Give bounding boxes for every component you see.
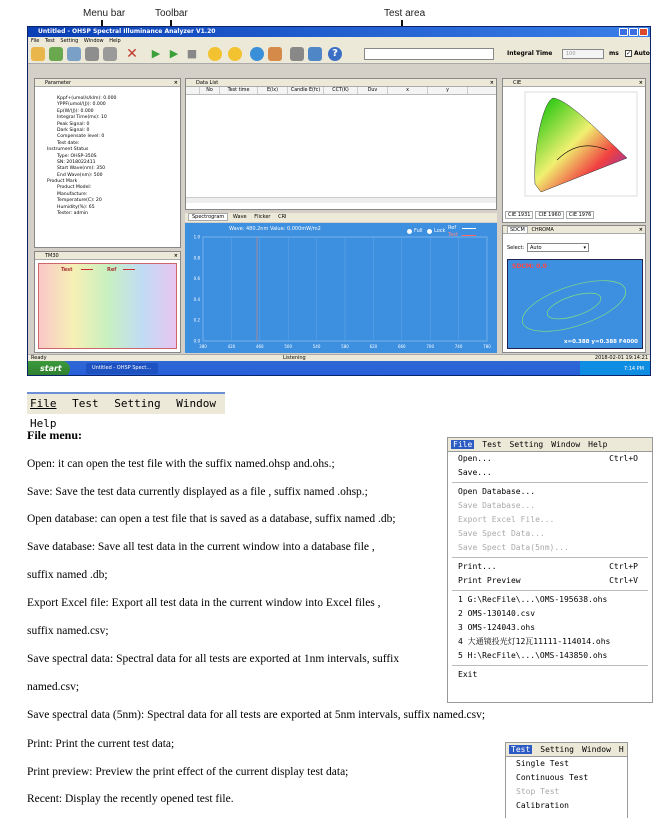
sdcm-ellipse <box>516 270 631 341</box>
tm30-legend-ref: Ref <box>107 267 117 273</box>
file-menu-paragraph: Save: Save the test data currently displayed as a file , suffix named .ohsp.; <box>27 486 368 498</box>
parameter-row: Product Mark <box>47 179 78 185</box>
status-center: Listening <box>283 355 306 361</box>
file-menu-item-label: Print... <box>458 562 497 571</box>
file-menu-item-label: 1 G:\RecFile\...\OMS-195638.ohs <box>458 595 608 604</box>
callout-test-area: Test area <box>384 8 426 19</box>
window-title: Untitled - OHSP Spectral Illuminance Analyzer V1.20 <box>38 28 216 35</box>
file-menu-item[interactable] <box>448 593 652 607</box>
delete-icon[interactable]: ✕ <box>126 46 138 62</box>
file-menu-paragraph: Open: it can open the test file with the suffix named.ohsp and.ohs.; <box>27 458 335 470</box>
data-list-column-header[interactable]: Test time <box>220 87 258 94</box>
spectro-x-tick: 380 <box>199 344 207 349</box>
file-menu-item[interactable] <box>448 485 652 499</box>
lock-label: Lock <box>434 228 446 234</box>
open-icon[interactable] <box>49 47 63 61</box>
callout-menu-bar: Menu bar <box>83 8 126 19</box>
data-list-column-header[interactable]: No <box>200 87 220 94</box>
file-menu-item[interactable] <box>448 607 652 621</box>
test-dropdown <box>505 742 628 818</box>
save-icon[interactable] <box>67 47 81 61</box>
tm30-panel <box>34 251 181 353</box>
parameter-panel <box>34 78 181 248</box>
full-label: Full <box>414 228 423 234</box>
data-list-header <box>186 87 496 95</box>
spectro-y-tick: 1.0 <box>193 234 200 240</box>
file-menu-item-label: Exit <box>458 670 478 679</box>
file-menu-item-label: 2 OMS-130140.csv <box>458 609 536 618</box>
file-dropdown-bar <box>448 438 652 452</box>
parameter-row: Compensate level: 0 <box>57 134 105 140</box>
file-menu-item-label: Save Spect Data... <box>458 529 545 538</box>
file-menu-item[interactable] <box>448 560 652 574</box>
sdcm-chart <box>507 259 643 349</box>
single-test-icon[interactable]: ▶ <box>151 47 161 60</box>
file-menu-paragraph: Open database: can open a test file that is saved as a database, suffix named .db; <box>27 513 396 525</box>
select-value: Auto <box>530 245 542 251</box>
file-menu-item <box>448 541 652 555</box>
parameter-row: Integral Time(ms): 10 <box>57 115 107 121</box>
data-list-column-header[interactable]: Duv <box>358 87 388 94</box>
test-menu-item[interactable]: Single Test <box>516 759 569 768</box>
menu-file[interactable]: File <box>31 38 40 44</box>
start-button[interactable] <box>28 361 70 376</box>
refresh-icon[interactable] <box>250 47 264 61</box>
menu-strip-window[interactable]: Window <box>176 397 216 410</box>
file-menu-paragraph: Export Excel file: Export all test data in the current window into Excel files , <box>27 597 381 609</box>
tab-cie-1976[interactable]: CIE 1976 <box>566 211 594 219</box>
data-list-panel <box>185 78 497 210</box>
data-list-title: Data List <box>196 80 219 86</box>
close-button[interactable] <box>639 28 648 36</box>
parameter-row: SN: 2018022411 <box>57 159 96 165</box>
search-icon[interactable] <box>308 47 322 61</box>
tm30-panel-title: TM30 <box>45 253 59 259</box>
spectro-caption: Wave: 480.2nm Value: 0.000mW/m2 <box>229 226 321 232</box>
callout-toolbar: Toolbar <box>155 8 188 19</box>
parameter-row: Instrument Status <box>47 147 89 153</box>
file-menu-item[interactable] <box>448 574 652 588</box>
file-menu-paragraph: Save spectral data: Spectral data for all tests are exported at 1nm intervals, suffix <box>27 653 400 665</box>
stop-test-icon[interactable]: ■ <box>186 47 198 60</box>
test-info-input[interactable] <box>364 48 494 60</box>
cie-diagram <box>505 88 643 210</box>
menu-bar <box>28 37 650 45</box>
test-menu-item[interactable]: Calibration <box>516 801 569 810</box>
data-list-column-header[interactable]: y <box>428 87 468 94</box>
menu-separator <box>452 590 648 591</box>
file-menu-paragraph: Print: Print the current test data; <box>27 738 175 750</box>
tab-cie-1960[interactable]: CIE 1960 <box>535 211 563 219</box>
menu-separator <box>452 482 648 483</box>
spectro-legend-test: Test <box>448 232 458 238</box>
new-icon[interactable] <box>31 47 45 61</box>
menu-setting[interactable]: Setting <box>60 38 79 44</box>
file-menu-item[interactable] <box>448 668 652 682</box>
spectro-x-tick: 620 <box>369 344 378 349</box>
data-list-column-header[interactable] <box>186 87 200 94</box>
file-menu-item[interactable] <box>448 466 652 480</box>
maximize-button[interactable] <box>629 28 638 36</box>
file-menu-paragraph: suffix named.csv; <box>27 625 109 637</box>
status-left: Ready <box>31 355 47 361</box>
spectro-x-tick: 500 <box>284 344 293 349</box>
sdcm-svg <box>508 260 644 350</box>
data-list-column-header[interactable]: E(lx) <box>258 87 288 94</box>
file-menu-paragraph: Save database: Save all test data in the current window into a database file , <box>27 541 375 553</box>
spectro-y-tick: 0.0 <box>193 338 200 344</box>
spectro-y-tick: 0.2 <box>193 317 200 323</box>
file-menu-heading: File menu: <box>27 428 82 442</box>
file-menu-item-label: Print Preview <box>458 576 521 585</box>
menu-separator <box>452 557 648 558</box>
file-menu-item-label: Save... <box>458 468 492 477</box>
menu-strip-help[interactable]: Help <box>30 417 57 430</box>
data-list-column-header[interactable]: CCT(K) <box>324 87 358 94</box>
tray-clock: 7:14 PM <box>580 361 651 376</box>
file-menu-item-label: Save Spect Data(5nm)... <box>458 543 569 552</box>
spectro-y-tick: 0.6 <box>193 276 200 282</box>
cie-locus <box>535 98 627 192</box>
auto-checkbox[interactable]: ✓ <box>626 50 632 57</box>
parameter-row: Manufacture: <box>57 191 88 197</box>
dropdown-bar-item[interactable]: Test <box>482 440 502 449</box>
auto-label: Auto <box>634 50 650 57</box>
parameter-row: Ep(W/(J)): 0.000 <box>57 108 94 114</box>
test-dropdown-items <box>506 757 627 813</box>
close-icon[interactable]: × <box>638 80 643 86</box>
status-right: 2018-02-01 19:14:21 <box>594 355 648 361</box>
close-icon[interactable]: × <box>638 227 643 233</box>
parameter-row: End Wave(nm): 500 <box>57 172 103 178</box>
parameter-tree <box>35 87 180 217</box>
start-label: start <box>40 364 62 373</box>
integral-time-unit: ms <box>609 50 619 57</box>
parameter-row: Start Wave(nm): 350 <box>57 166 106 172</box>
dropdown-bar-item[interactable]: H <box>618 745 624 754</box>
file-menu-item[interactable] <box>448 621 652 635</box>
tab-cie-1931[interactable]: CIE 1931 <box>505 211 533 219</box>
menu-window[interactable]: Window <box>83 38 104 44</box>
tm30-legend-test: Test <box>61 267 73 273</box>
dropdown-bar-item[interactable]: Test <box>511 745 531 754</box>
close-icon[interactable]: × <box>173 80 178 86</box>
file-menu-item-label: Export Excel File... <box>458 515 555 524</box>
print-icon[interactable] <box>290 47 304 61</box>
minimize-button[interactable] <box>619 28 628 36</box>
file-dropdown <box>447 437 653 703</box>
spectro-y-tick: 0.4 <box>193 296 200 302</box>
file-menu-item-label: 4 大通镜投光灯12瓦11111-114014.ohs <box>458 637 611 646</box>
copy-icon[interactable] <box>85 47 99 61</box>
file-menu-item-label: Save Database... <box>458 501 536 510</box>
sdcm-value: SDCM: 0.0 <box>512 263 547 270</box>
spectro-x-tick: 660 <box>397 344 406 349</box>
spectro-x-tick: 780 <box>483 344 491 349</box>
file-menu-item-shortcut: Ctrl+O <box>609 454 638 463</box>
test-dropdown-bar <box>506 743 627 757</box>
menu-separator <box>452 665 648 666</box>
dropdown-bar-item[interactable]: Window <box>581 745 611 754</box>
tab-spectrogram[interactable]: Spectrogram <box>188 213 228 221</box>
menu-test[interactable]: Test <box>44 38 55 44</box>
parameter-row: Product Model: <box>57 185 92 191</box>
status-bar <box>28 354 651 361</box>
sdcm-panel <box>502 225 646 353</box>
chevron-down-icon: ▾ <box>583 245 586 251</box>
parameter-row: YPPF(umol/(J)): 0.000 <box>57 102 106 108</box>
tab-sdcm[interactable]: SDCM <box>507 226 528 234</box>
continuous-test-icon[interactable]: ▶ <box>169 47 179 60</box>
tm30-legend-ref-line <box>123 269 135 270</box>
data-list-column-header[interactable]: x <box>388 87 428 94</box>
select-label: Select: <box>507 245 525 251</box>
taskbar-item[interactable]: Untitled - OHSP Spect... <box>86 363 158 374</box>
tab-cri[interactable]: CRI <box>278 214 287 220</box>
file-menu-item-shortcut: Ctrl+V <box>609 576 638 585</box>
parameter-row: Type: OHSP-350S <box>57 153 97 159</box>
bulb-icon[interactable] <box>208 47 222 61</box>
integral-time-input[interactable]: 100 <box>562 49 604 59</box>
file-menu-item-shortcut: Ctrl+P <box>609 562 638 571</box>
parameter-row: Peak Signal: 0 <box>57 121 90 127</box>
spectro-y-tick: 0.8 <box>193 255 200 261</box>
help-icon[interactable]: ? <box>328 47 342 61</box>
file-menu-item[interactable] <box>448 649 652 663</box>
file-menu-item-label: Open Database... <box>458 487 536 496</box>
dropdown-bar-item[interactable]: Setting <box>509 440 544 449</box>
file-menu-item-label: 3 OMS-124043.ohs <box>458 623 536 632</box>
parameter-row: Test date: <box>57 140 80 146</box>
integral-time-label: Integral Time <box>507 50 553 57</box>
file-menu-paragraph: Save spectral data (5nm): Spectral data for all tests are exported at 5nm intervals, suffix named.csv; <box>27 709 486 721</box>
file-menu-item <box>448 499 652 513</box>
bulb-ex-icon[interactable] <box>228 47 242 61</box>
title-bar <box>28 27 650 37</box>
spectro-x-tick: 540 <box>312 344 321 349</box>
parameter-row: Kppf+(umol/s/klm): 0.000 <box>57 96 117 101</box>
spectro-x-tick: 740 <box>454 344 463 349</box>
app-window <box>27 26 651 376</box>
spectro-legend-ref: Ref <box>448 225 457 231</box>
spectrogram-chart <box>185 223 497 353</box>
menu-strip <box>27 392 225 430</box>
dropdown-bar-item[interactable]: Window <box>551 440 581 449</box>
close-icon[interactable]: × <box>489 80 494 86</box>
test-menu-item[interactable]: Continuous Test <box>516 773 589 782</box>
menu-strip-test[interactable]: Test <box>72 397 99 410</box>
horizontal-scrollbar[interactable] <box>186 197 496 203</box>
toolbar <box>28 45 650 64</box>
file-menu-item-label: Open... <box>458 454 492 463</box>
spectro-svg <box>185 223 497 353</box>
select-dropdown[interactable] <box>527 243 589 252</box>
cie-tabs <box>505 211 594 219</box>
dropdown-bar-item[interactable]: Help <box>588 440 608 449</box>
data-list-column-header[interactable]: Candle E(fc) <box>288 87 324 94</box>
spectro-x-tick: 580 <box>341 344 349 349</box>
tm30-chart <box>38 263 177 349</box>
file-menu-item-label: 5 H:\RecFile\...\OMS-143850.ohs <box>458 651 608 660</box>
tm30-legend-test-line <box>81 269 93 270</box>
tab-wave[interactable]: Wave <box>232 214 247 220</box>
edit-icon[interactable] <box>268 47 282 61</box>
dropdown-bar-item[interactable]: File <box>453 440 473 449</box>
tab-chroma[interactable]: CHROMA <box>531 227 554 233</box>
parameter-row: Tester: admin <box>57 211 89 217</box>
sdcm-coords: x=0.388 y=0.388 F4000 <box>563 339 638 345</box>
menu-strip-file[interactable]: File <box>30 397 57 410</box>
spectro-x-tick: 700 <box>426 344 435 349</box>
dropdown-bar-item[interactable]: Setting <box>540 745 574 754</box>
spectro-x-tick: 460 <box>255 344 264 349</box>
file-menu-item[interactable] <box>448 452 652 466</box>
file-menu-item <box>448 513 652 527</box>
file-menu-item <box>448 527 652 541</box>
cie-panel-title: CIE <box>513 80 522 86</box>
spectro-x-tick: 420 <box>227 344 236 349</box>
spectro-tabs <box>185 213 497 222</box>
cie-panel <box>502 78 646 223</box>
paste-icon[interactable] <box>103 47 117 61</box>
sdcm-ellipse <box>544 288 603 324</box>
parameter-panel-title: Parameter <box>45 80 72 86</box>
file-menu-paragraph: Print preview: Preview the print effect of the current display test data; <box>27 766 349 778</box>
file-menu-paragraph: Recent: Display the recently opened test file. <box>27 793 234 805</box>
file-dropdown-items <box>448 452 652 682</box>
taskbar <box>28 361 651 376</box>
test-menu-item: Stop Test <box>516 787 560 796</box>
menu-help[interactable]: Help <box>109 38 121 44</box>
parameter-row: Humidity(%): 65 <box>57 204 95 210</box>
tab-flicker[interactable]: Flicker <box>254 214 271 220</box>
file-menu-paragraph: named.csv; <box>27 681 80 693</box>
parameter-row: Temperature(C): 20 <box>57 198 102 204</box>
menu-strip-setting[interactable]: Setting <box>114 397 161 410</box>
file-menu-item[interactable] <box>448 635 652 649</box>
parameter-row: Dark Signal: 0 <box>57 127 90 133</box>
file-menu-paragraph: suffix named .db; <box>27 569 108 581</box>
close-icon[interactable]: × <box>173 253 178 259</box>
